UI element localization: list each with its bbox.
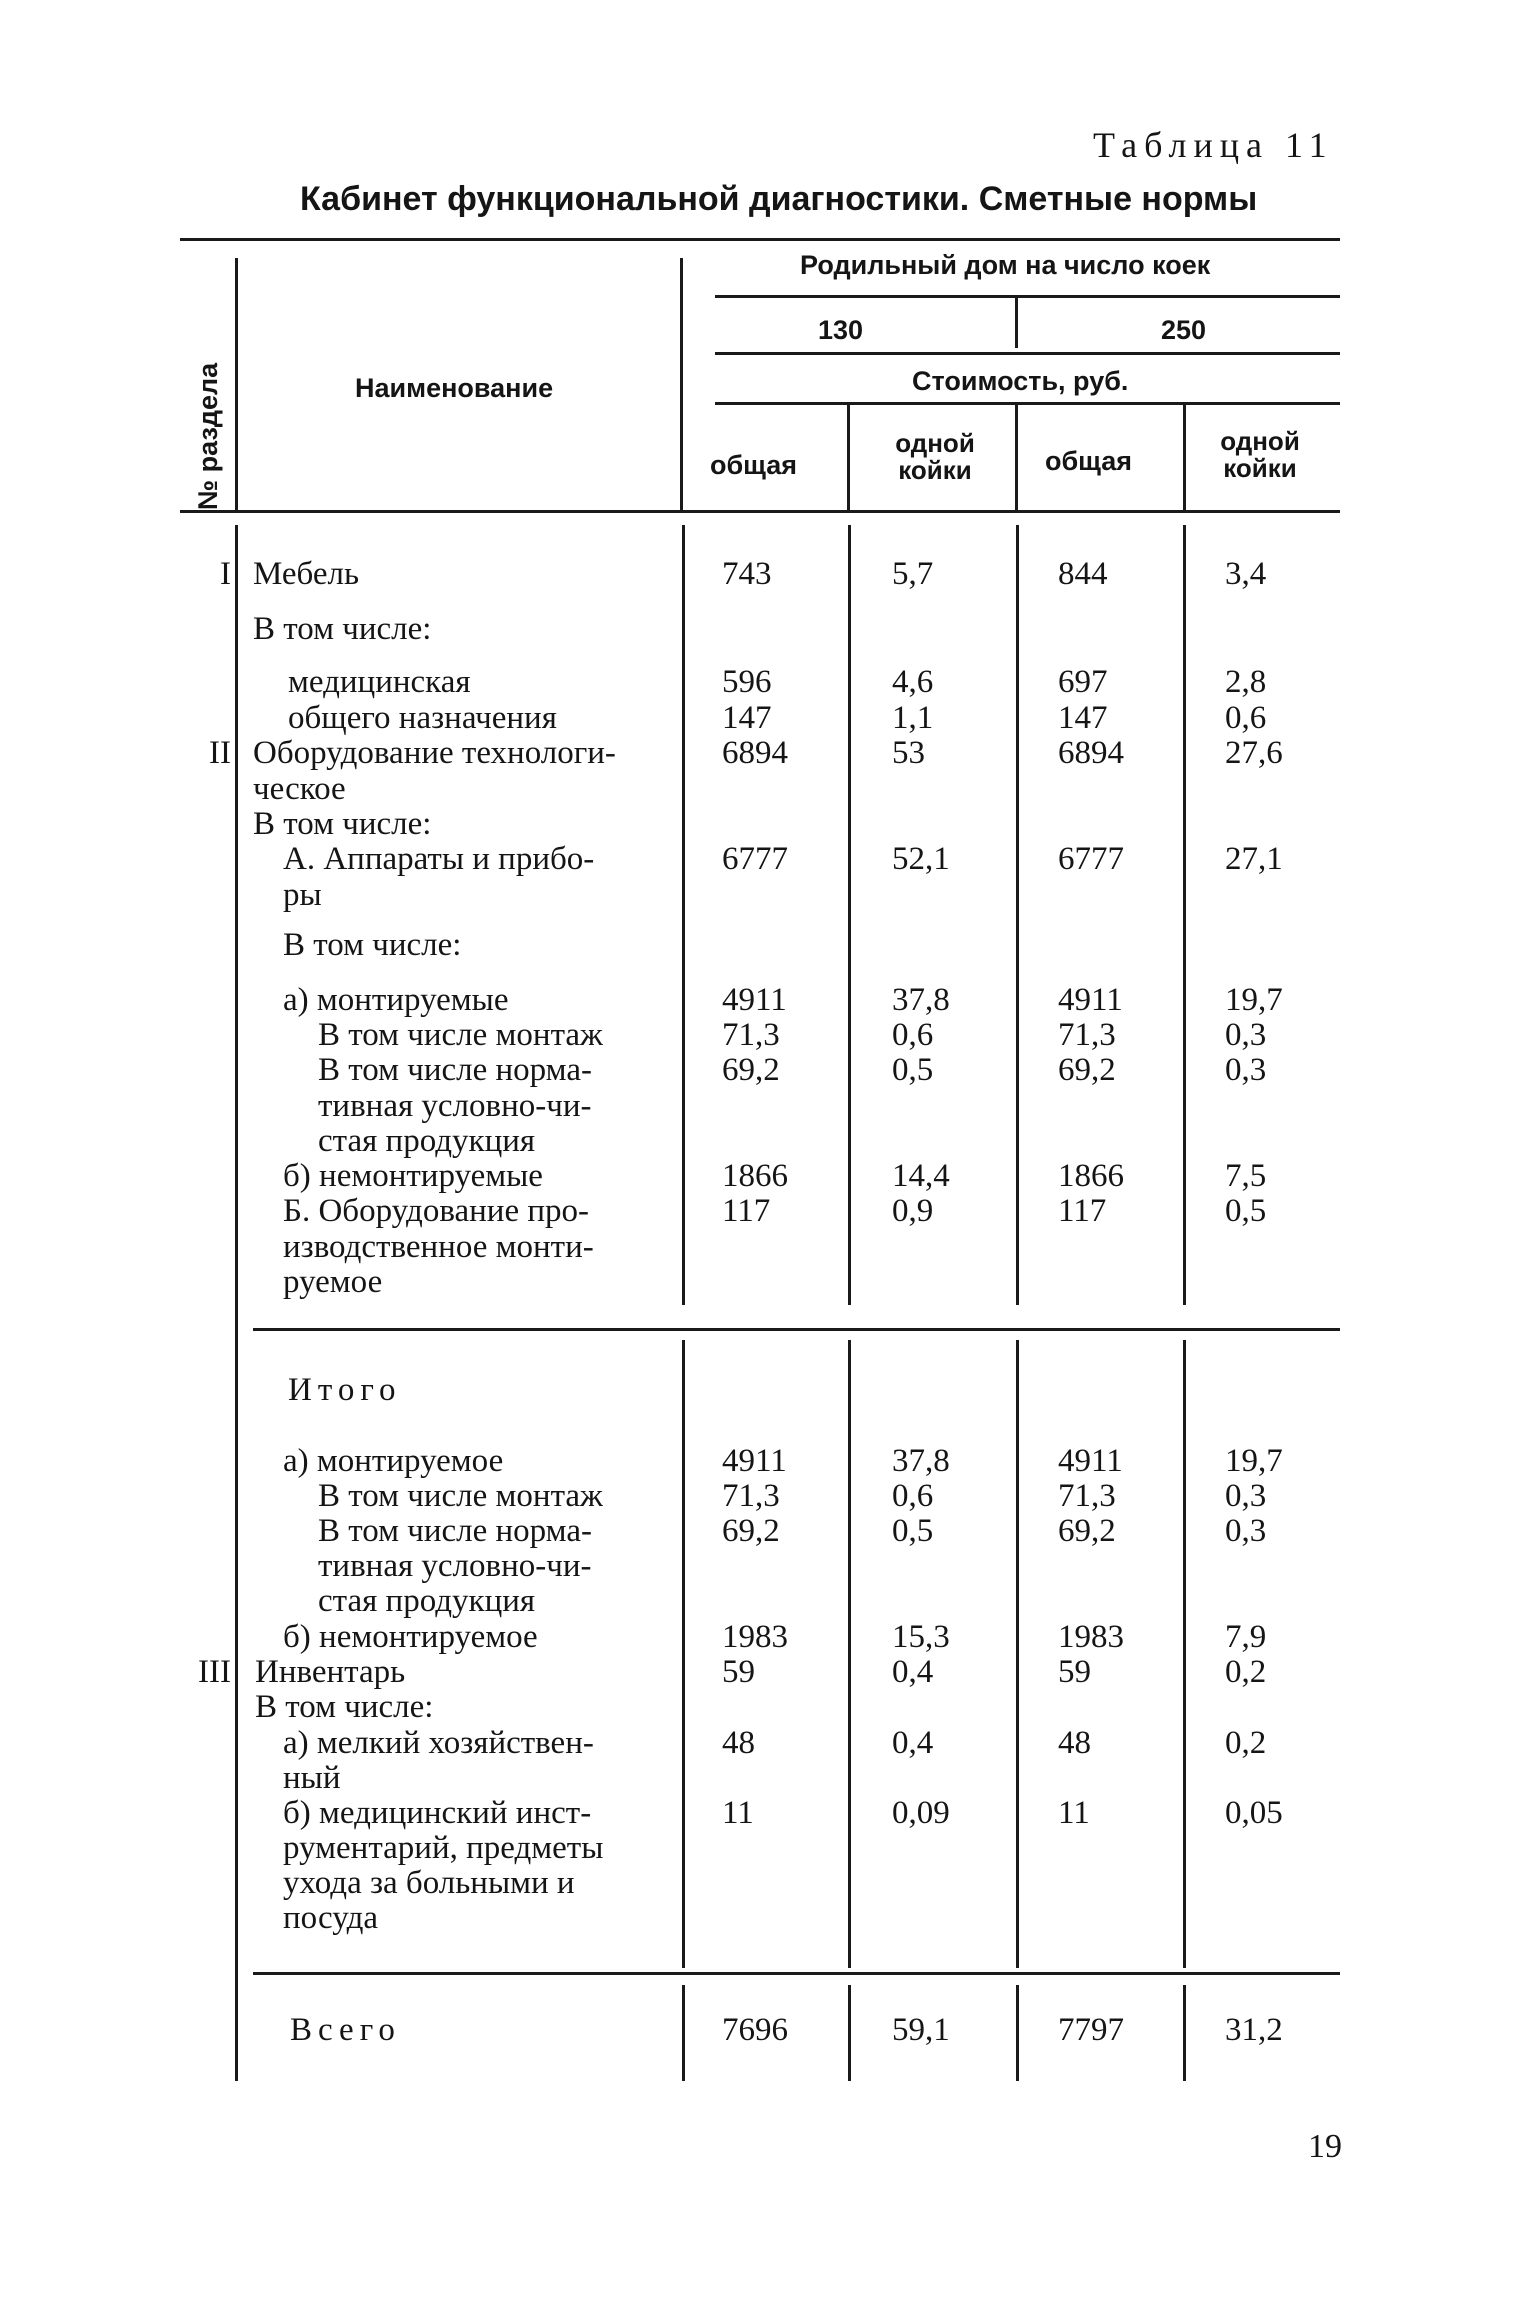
header-beds-250: 250 bbox=[1161, 315, 1207, 345]
row-name: Мебель bbox=[253, 556, 360, 592]
row-value-col4: 0,05 bbox=[1225, 1795, 1283, 1831]
row-value-col4: 3,4 bbox=[1225, 556, 1267, 592]
row-value-col2: 0,6 bbox=[892, 1478, 934, 1514]
row-name: ный bbox=[283, 1760, 341, 1796]
row-value-col4: 0,6 bbox=[1225, 700, 1267, 736]
row-name: ры bbox=[283, 877, 322, 913]
row-value-col4: 0,3 bbox=[1225, 1478, 1267, 1514]
header-per-bed-130 bbox=[860, 430, 1010, 484]
row-name: б) немонтируемое bbox=[283, 1619, 538, 1655]
row-name: В том числе: bbox=[283, 927, 462, 963]
header-total-250: общая bbox=[1045, 446, 1133, 476]
row-section-number: III bbox=[198, 1654, 231, 1690]
page-number: 19 bbox=[1308, 2128, 1342, 2165]
body-vline-col2-c bbox=[848, 1985, 851, 2081]
row-value-col1: 7696 bbox=[722, 2012, 788, 2048]
row-name: В том числе норма- bbox=[318, 1513, 592, 1549]
row-value-col4: 2,8 bbox=[1225, 664, 1267, 700]
row-value-col3: 59 bbox=[1058, 1654, 1091, 1690]
body-vline-col2-a bbox=[848, 525, 851, 1305]
row-name: а) мелкий хозяйствен- bbox=[283, 1725, 594, 1761]
header-vline-5 bbox=[1015, 405, 1018, 510]
row-name: В том числе норма- bbox=[318, 1052, 592, 1088]
row-name: стая продукция bbox=[318, 1583, 536, 1619]
row-name: а) монтируемое bbox=[283, 1443, 504, 1479]
row-value-col4: 7,5 bbox=[1225, 1158, 1267, 1194]
row-name: Б. Оборудование про- bbox=[283, 1193, 590, 1229]
row-value-col2: 0,4 bbox=[892, 1654, 934, 1690]
row-name: тивная условно-чи- bbox=[318, 1548, 592, 1584]
row-value-col2: 1,1 bbox=[892, 700, 934, 736]
row-value-col1: 71,3 bbox=[722, 1478, 780, 1514]
row-name: стая продукция bbox=[318, 1123, 536, 1159]
row-value-col4: 0,2 bbox=[1225, 1654, 1267, 1690]
row-name: ухода за больными и bbox=[283, 1865, 575, 1901]
row-name: В том числе монтаж bbox=[318, 1478, 603, 1514]
row-value-col3: 6894 bbox=[1058, 735, 1124, 771]
row-value-col1: 1866 bbox=[722, 1158, 788, 1194]
body-vline-col4-b bbox=[1183, 1340, 1186, 1968]
header-beds-130: 130 bbox=[818, 315, 864, 345]
body-vline-col2-b bbox=[848, 1340, 851, 1968]
row-value-col1: 71,3 bbox=[722, 1017, 780, 1053]
row-name: В том числе: bbox=[255, 1689, 434, 1725]
body-vline-col1-a bbox=[682, 525, 685, 1305]
header-cost: Стоимость, руб. bbox=[912, 366, 1129, 396]
header-name: Наименование bbox=[355, 373, 554, 403]
row-value-col1: 4911 bbox=[722, 982, 787, 1018]
row-value-col3: 844 bbox=[1058, 556, 1108, 592]
row-value-col2: 37,8 bbox=[892, 1443, 950, 1479]
body-vline-col4-c bbox=[1183, 1985, 1186, 2081]
body-vline-col3-c bbox=[1016, 1985, 1019, 2081]
row-value-col3: 117 bbox=[1058, 1193, 1107, 1229]
header-rule-beds bbox=[715, 295, 1340, 298]
row-value-col2: 0,9 bbox=[892, 1193, 934, 1229]
header-vline-1 bbox=[235, 258, 238, 510]
row-name: Инвентарь bbox=[255, 1654, 406, 1690]
row-value-col2: 52,1 bbox=[892, 841, 950, 877]
row-name: б) немонтируемые bbox=[283, 1158, 543, 1194]
row-value-col1: 69,2 bbox=[722, 1513, 780, 1549]
body-vline-col3-a bbox=[1016, 525, 1019, 1305]
row-value-col3: 4911 bbox=[1058, 982, 1123, 1018]
row-name: В том числе: bbox=[253, 611, 432, 647]
row-name: тивная условно-чи- bbox=[318, 1088, 592, 1124]
row-name: медицинская bbox=[288, 664, 471, 700]
row-name: ческое bbox=[253, 771, 346, 807]
row-value-col3: 69,2 bbox=[1058, 1513, 1116, 1549]
row-section-number: I bbox=[220, 556, 231, 592]
row-value-col4: 0,3 bbox=[1225, 1513, 1267, 1549]
row-value-col4: 27,6 bbox=[1225, 735, 1283, 771]
row-value-col4: 7,9 bbox=[1225, 1619, 1267, 1655]
row-value-col3: 1983 bbox=[1058, 1619, 1124, 1655]
row-value-col3: 4911 bbox=[1058, 1443, 1123, 1479]
row-value-col2: 4,6 bbox=[892, 664, 934, 700]
row-value-col3: 71,3 bbox=[1058, 1478, 1116, 1514]
row-value-col3: 147 bbox=[1058, 700, 1108, 736]
row-value-col2: 37,8 bbox=[892, 982, 950, 1018]
row-value-col4: 0,2 bbox=[1225, 1725, 1267, 1761]
row-value-col2: 14,4 bbox=[892, 1158, 950, 1194]
row-name: В том числе монтаж bbox=[318, 1017, 603, 1053]
row-value-col3: 6777 bbox=[1058, 841, 1124, 877]
row-name: рументарий, предметы bbox=[283, 1830, 604, 1866]
row-value-col2: 0,5 bbox=[892, 1052, 934, 1088]
header-rule-sub bbox=[715, 402, 1340, 405]
row-name: Всего bbox=[290, 2012, 401, 2048]
body-vline-col4-a bbox=[1183, 525, 1186, 1305]
row-value-col1: 48 bbox=[722, 1725, 755, 1761]
header-vline-4 bbox=[847, 405, 850, 510]
row-value-col1: 596 bbox=[722, 664, 772, 700]
row-value-col1: 743 bbox=[722, 556, 772, 592]
row-value-col1: 6894 bbox=[722, 735, 788, 771]
table-label: Таблица 11 bbox=[1093, 125, 1334, 165]
header-vline-3 bbox=[1015, 298, 1018, 348]
row-value-col1: 11 bbox=[722, 1795, 754, 1831]
header-per-bed-130-line1: одной bbox=[895, 428, 975, 458]
row-section-number: II bbox=[209, 735, 231, 771]
row-value-col4: 0,3 bbox=[1225, 1052, 1267, 1088]
row-name: посуда bbox=[283, 1900, 379, 1936]
rule-before-itogo bbox=[253, 1328, 1340, 1331]
row-value-col1: 147 bbox=[722, 700, 772, 736]
row-name: изводственное монти- bbox=[283, 1229, 594, 1265]
body-vline-col1-b bbox=[682, 1340, 685, 1968]
row-value-col1: 4911 bbox=[722, 1443, 787, 1479]
row-value-col2: 5,7 bbox=[892, 556, 934, 592]
header-vline-2 bbox=[680, 258, 683, 510]
header-per-bed-250-line1: одной bbox=[1220, 426, 1300, 456]
row-value-col3: 48 bbox=[1058, 1725, 1091, 1761]
row-value-col4: 0,3 bbox=[1225, 1017, 1267, 1053]
body-vline-col1-c bbox=[682, 1985, 685, 2081]
row-value-col1: 69,2 bbox=[722, 1052, 780, 1088]
row-value-col1: 117 bbox=[722, 1193, 771, 1229]
row-value-col2: 0,4 bbox=[892, 1725, 934, 1761]
row-value-col4: 27,1 bbox=[1225, 841, 1283, 877]
row-value-col2: 0,5 bbox=[892, 1513, 934, 1549]
row-value-col3: 71,3 bbox=[1058, 1017, 1116, 1053]
row-name: б) медицинский инст- bbox=[283, 1795, 592, 1831]
row-name: а) монтируемые bbox=[283, 982, 509, 1018]
row-name: руемое bbox=[283, 1264, 383, 1300]
row-name: общего назначения bbox=[288, 700, 557, 736]
body-vline-name bbox=[235, 525, 238, 2081]
header-section-no: № раздела bbox=[193, 362, 223, 510]
row-value-col1: 1983 bbox=[722, 1619, 788, 1655]
row-value-col3: 7797 bbox=[1058, 2012, 1124, 2048]
row-name: В том числе: bbox=[253, 806, 432, 842]
row-name: А. Аппараты и прибо- bbox=[283, 841, 595, 877]
header-bottom-rule bbox=[180, 510, 1340, 513]
row-value-col2: 15,3 bbox=[892, 1619, 950, 1655]
row-value-col3: 69,2 bbox=[1058, 1052, 1116, 1088]
row-value-col4: 31,2 bbox=[1225, 2012, 1283, 2048]
rule-before-vsego bbox=[253, 1972, 1340, 1975]
row-name: Итого bbox=[288, 1372, 402, 1408]
header-per-bed-250-line2: койки bbox=[1223, 453, 1297, 483]
row-value-col3: 1866 bbox=[1058, 1158, 1124, 1194]
row-value-col3: 697 bbox=[1058, 664, 1108, 700]
row-value-col1: 59 bbox=[722, 1654, 755, 1690]
table-title: Кабинет функциональной диагностики. Сметные нормы bbox=[300, 180, 1258, 218]
header-rule-cost bbox=[715, 352, 1340, 355]
header-total-130: общая bbox=[710, 450, 798, 480]
row-value-col4: 0,5 bbox=[1225, 1193, 1267, 1229]
row-name: Оборудование технологи- bbox=[253, 735, 616, 771]
row-value-col2: 59,1 bbox=[892, 2012, 950, 2048]
row-value-col2: 0,09 bbox=[892, 1795, 950, 1831]
header-top-rule bbox=[180, 238, 1340, 241]
row-value-col4: 19,7 bbox=[1225, 982, 1283, 1018]
row-value-col4: 19,7 bbox=[1225, 1443, 1283, 1479]
row-value-col1: 6777 bbox=[722, 841, 788, 877]
row-value-col3: 11 bbox=[1058, 1795, 1090, 1831]
header-per-bed-130-line2: койки bbox=[898, 455, 972, 485]
body-vline-col3-b bbox=[1016, 1340, 1019, 1968]
row-value-col2: 53 bbox=[892, 735, 925, 771]
header-per-bed-250 bbox=[1185, 428, 1335, 482]
row-value-col2: 0,6 bbox=[892, 1017, 934, 1053]
header-group: Родильный дом на число коек bbox=[800, 250, 1211, 280]
